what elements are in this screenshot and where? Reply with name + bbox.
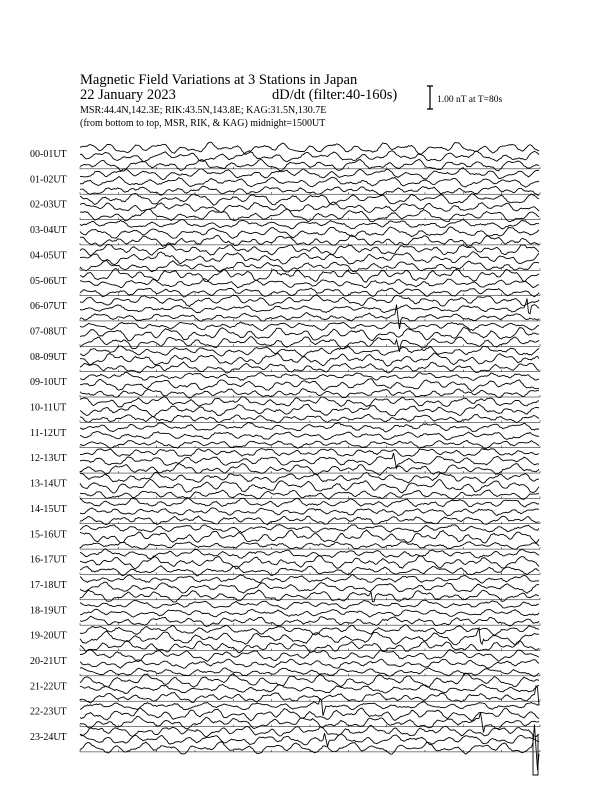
trace-rik [80,708,539,721]
hour-label: 06-07UT [30,301,67,313]
trace-rik [80,298,539,313]
trace-msr [80,686,539,706]
scale-bar [427,86,433,109]
trace-msr [80,641,539,653]
trace-order-note: (from bottom to top, MSR, RIK, & KAG) midnight=1500UT [80,118,326,129]
hour-label: 23-24UT [30,732,67,744]
trace-rik [80,279,539,288]
trace-rik [80,582,539,593]
trace-rik [80,659,539,668]
trace-kag [80,549,539,559]
trace-rik [80,227,539,238]
trace-kag [80,725,539,737]
hour-label: 22-23UT [30,706,67,718]
trace-rik [80,151,539,162]
trace-rik [80,177,539,188]
trace-msr [80,516,539,525]
trace-msr [80,490,539,499]
trace-msr [80,464,539,476]
trace-msr [80,440,539,448]
trace-kag [80,422,539,432]
trace-kag [80,600,539,609]
hour-label: 11-12UT [30,427,67,439]
trace-rik [80,432,539,440]
traces [80,142,539,775]
hour-label: 03-04UT [30,225,67,237]
hour-label: 09-10UT [30,377,67,389]
trace-kag [80,346,539,356]
hour-label: 00-01UT [30,149,67,160]
trace-kag [80,372,539,380]
hour-label: 07-08UT [30,326,67,338]
trace-msr [80,414,539,422]
trace-kag [80,269,539,282]
hour-label: 12-13UT [30,453,67,465]
hour-label: 15-16UT [30,529,67,541]
trace-kag [80,575,539,583]
hour-label: 05-06UT [30,275,67,287]
trace-msr [80,616,539,626]
hour-labels [30,149,67,743]
station-coordinates: MSR:44.4N,142.3E; RIK:43.5N,143.8E; KAG:31.5N,130.7E [80,105,327,116]
hour-label: 19-20UT [30,630,67,642]
trace-kag [80,168,539,180]
hour-label: 21-22UT [30,681,67,693]
trace-msr [80,209,539,222]
trace-rik [80,479,539,493]
trace-rik [80,508,539,516]
trace-rik [80,202,539,213]
trace-rik [80,609,539,617]
trace-kag [80,322,539,331]
trace-rik [80,453,539,468]
trace-msr [80,542,539,550]
trace-rik [80,684,539,693]
hour-label: 20-21UT [30,656,67,667]
hour-label: 08-09UT [30,351,67,363]
hour-label: 04-05UT [30,250,67,262]
hour-label: 01-02UT [30,174,67,186]
trace-rik [80,353,539,366]
trace-kag [80,498,539,507]
hour-label: 17-18UT [30,579,67,591]
trace-rik [80,530,539,543]
hour-label: 13-14UT [30,478,67,490]
chart-date: 22 January 2023 [80,87,176,103]
hour-label: 14-15UT [30,503,67,515]
trace-kag [80,449,539,457]
chart-title: Magnetic Field Variations at 3 Stations in Japan [80,72,358,88]
hour-label: 10-11UT [30,402,67,414]
trace-kag [80,625,539,635]
trace-msr [80,186,539,195]
hour-label: 18-19UT [30,605,67,617]
trace-kag [80,142,539,155]
chart-mode: dD/dt (filter:40-160s) [272,87,398,103]
hour-label: 16-17UT [30,554,67,566]
scale-label: 1.00 nT at T=80s [437,95,503,105]
trace-msr [80,337,539,352]
trace-msr [80,725,539,771]
trace-kag [80,396,539,407]
hour-label: 02-03UT [30,199,67,211]
trace-kag [80,295,539,307]
trace-rik [80,404,539,416]
trace-kag [80,525,539,533]
trace-kag [80,193,539,205]
trace-msr [80,159,539,171]
